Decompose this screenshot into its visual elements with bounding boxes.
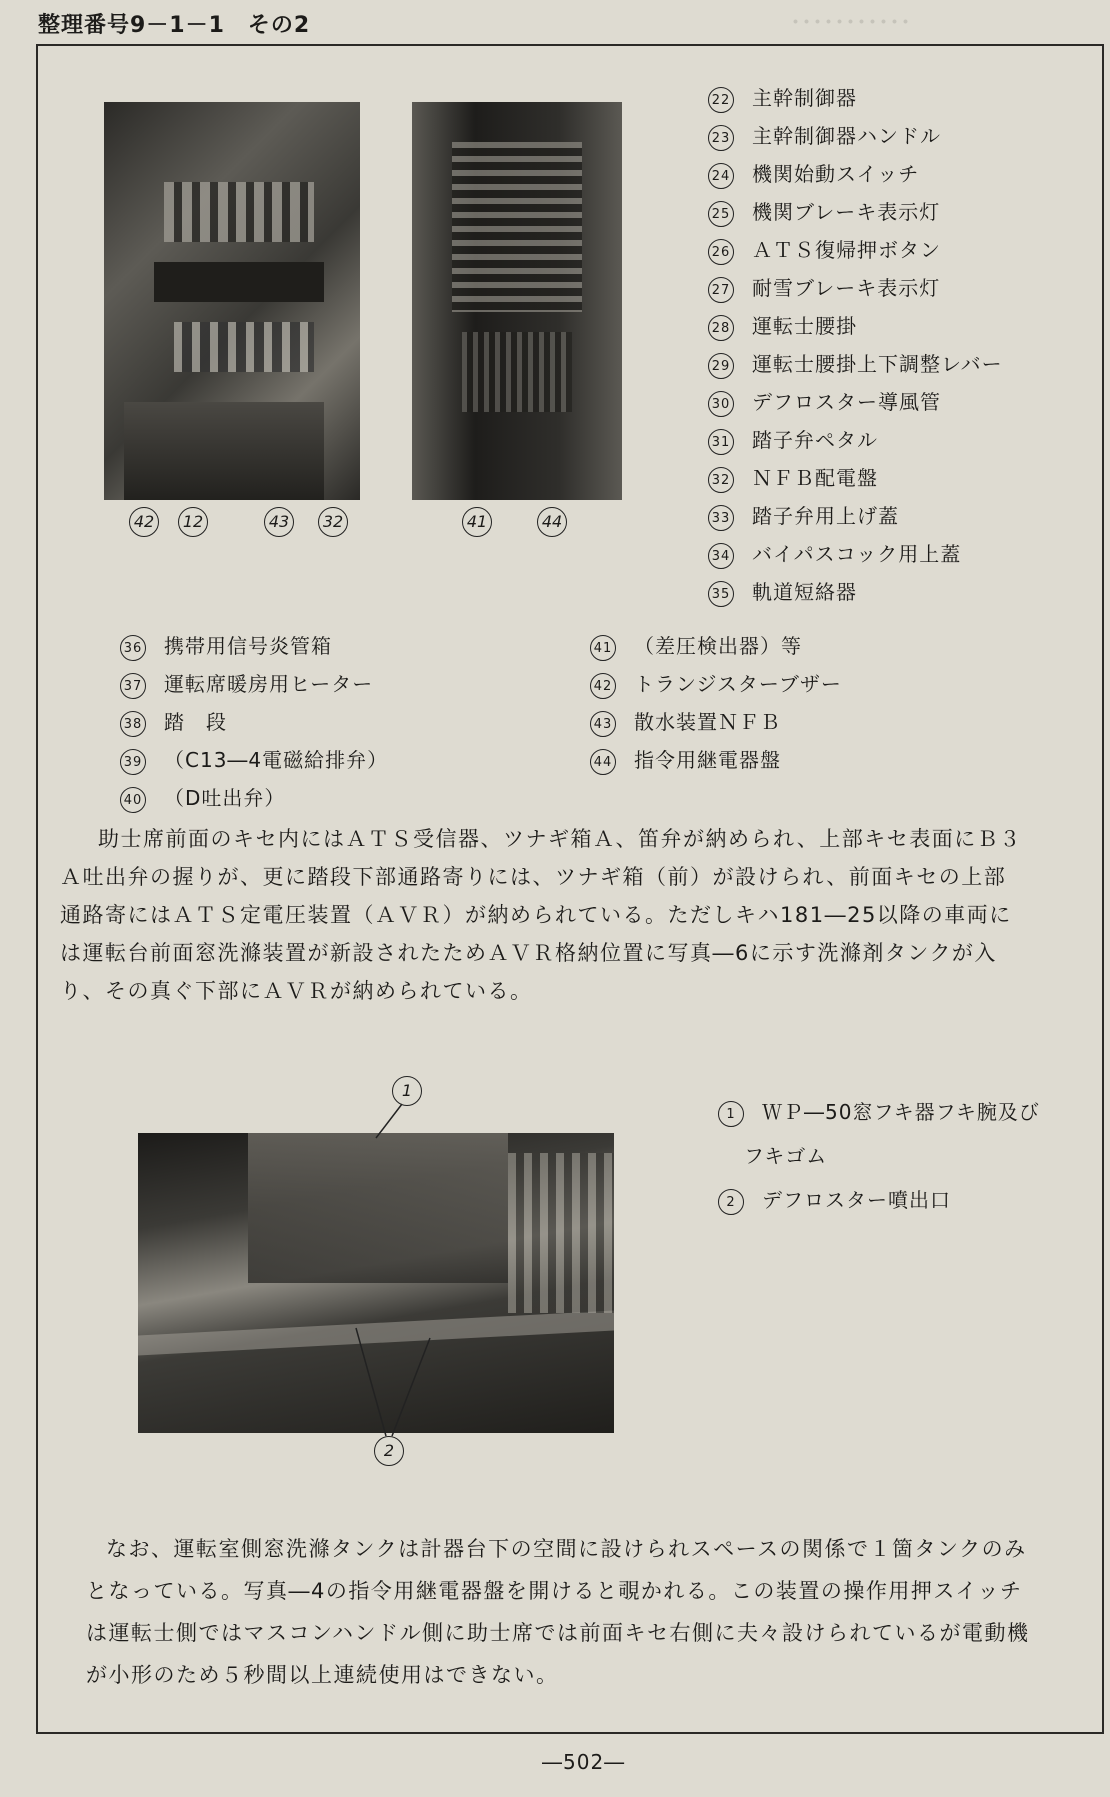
callout-12: 12	[178, 507, 208, 537]
callout-43: 43	[264, 507, 294, 537]
legend-item: 33 踏子弁用上げ蓋	[708, 500, 899, 531]
callout-2: 2	[374, 1436, 404, 1466]
legend-item: 2 デフロスター噴出口	[718, 1184, 951, 1215]
legend-item: 43 散水装置ＮＦＢ	[590, 706, 781, 737]
legend-item: 40 （D吐出弁）	[120, 782, 285, 813]
callout-44: 44	[537, 507, 567, 537]
callout-32: 32	[318, 507, 348, 537]
legend-item: 32 ＮＦＢ配電盤	[708, 462, 878, 493]
legend-item: 31 踏子弁ペタル	[708, 424, 878, 455]
legend-item: 25 機関ブレーキ表示灯	[708, 196, 940, 227]
text-line: となっている。写真―4の指令用継電器盤を開けると覗かれる。この装置の操作用押スイッチ	[86, 1579, 1023, 1603]
legend-item: 37 運転席暖房用ヒーター	[120, 668, 373, 699]
callout-41: 41	[462, 507, 492, 537]
legend-item: 44 指令用継電器盤	[590, 744, 781, 775]
document-reference-number: 整理番号9－1－1 その2	[38, 13, 311, 38]
legend-item: 26 ＡＴＳ復帰押ボタン	[708, 234, 941, 265]
legend-item: 34 バイパスコック用上蓋	[708, 538, 961, 569]
text-line: なお、運転室側窓洗滌タンクは計器台下の空間に設けられスペースの関係で１箇タンクのみ	[106, 1537, 1027, 1561]
legend-item: 35 軌道短絡器	[708, 576, 857, 607]
legend-item: 28 運転士腰掛	[708, 310, 857, 341]
legend-item: 30 デフロスター導風管	[708, 386, 941, 417]
legend-item: 1 ＷＰ―50窓フキ器フキ腕及び	[718, 1096, 1040, 1127]
text-line: 助士席前面のキセ内にはＡＴＳ受信器、ツナギ箱Ａ、笛弁が納められ、上部キセ表面にＢ３	[98, 827, 1022, 851]
callout-42: 42	[129, 507, 159, 537]
legend-item: フキゴム	[744, 1144, 828, 1168]
legend-item: 39 （C13―4電磁給排弁）	[120, 744, 388, 775]
text-line: が小形のため５秒間以上連続使用はできない。	[86, 1663, 559, 1687]
callout-1: 1	[392, 1076, 422, 1106]
page-number: ―502―	[542, 1750, 626, 1774]
legend-item: 27 耐雪ブレーキ表示灯	[708, 272, 940, 303]
legend-item: 41 （差圧検出器）等	[590, 630, 802, 661]
text-line: り、その真ぐ下部にＡＶＲが納められている。	[60, 979, 533, 1003]
legend-item: 22 主幹制御器	[708, 82, 857, 113]
text-line: は運転士側ではマスコンハンドル側に助士席では前面キセ右側に夫々設けられているが電動機	[86, 1621, 1030, 1645]
body-paragraph-2	[86, 1528, 1096, 1696]
legend-item: 29 運転士腰掛上下調整レバー	[708, 348, 1003, 379]
legend-item: 42 トランジスターブザー	[590, 668, 842, 699]
text-line: Ａ吐出弁の握りが、更に踏段下部通路寄りには、ツナギ箱（前）が設けられ、前面キセの上部	[60, 865, 1007, 889]
text-line: は運転台前面窓洗滌装置が新設されたためＡＶＲ格納位置に写真―6に示す洗滌剤タンクが入	[60, 941, 997, 965]
legend-item: 36 携帯用信号炎管箱	[120, 630, 332, 661]
legend-item: 38 踏 段	[120, 706, 227, 737]
text-line: 通路寄にはＡＴＳ定電圧装置（ＡＶＲ）が納められている。ただしキハ181―25以降の車両に	[60, 903, 1012, 927]
legend-item: 24 機関始動スイッチ	[708, 158, 919, 189]
legend-item: 23 主幹制御器ハンドル	[708, 120, 941, 151]
